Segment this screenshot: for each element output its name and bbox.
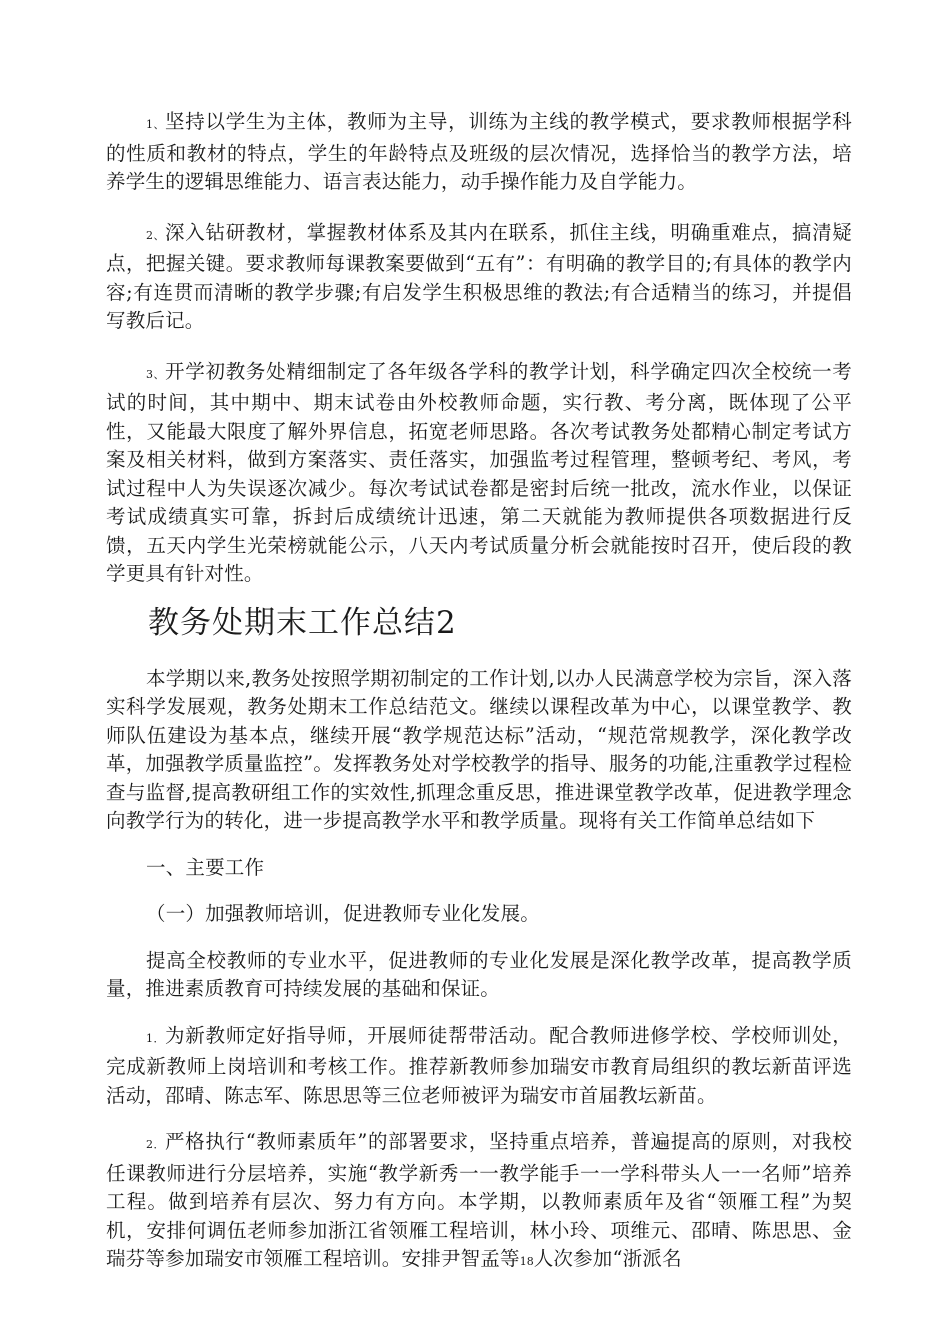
- paragraph-text: 深入钻研教材，掌握教材体系及其内在联系，抓住主线，明确重难点，搞清疑点，把握关键。要求教师每课教案要做到“五有”：有明确的教学目的;有具体的教学内容;有连贯而清晰的教学步骤;有启发学生积极思维的教法;有合适精当的练习，并提倡写教后记。: [106, 220, 852, 332]
- section-heading: 教务处期末工作总结2: [148, 604, 457, 641]
- item-text: 严格执行“教师素质年”的部署要求，坚持重点培养，普遍提高的原则，对我校任课教师进行分层培养，实施“教学新秀一一教学能手一一学科带头人一一名师”培养工程。做到培养有层次、努力有方向。本学期，以教师素质年及省“领雁工程”为契机，安排何调伍老师参加浙江省领雁工程培训，林小玲、项维元、邵晴、陈思思、金瑞芬等参加瑞安市领雁工程培训。安排尹智孟等: [106, 1130, 852, 1270]
- item-1-paragraph: [106, 1022, 852, 1111]
- paragraph-number: 2、: [146, 228, 166, 242]
- subsection-intro-paragraph: 提高全校教师的专业水平，促进教师的专业化发展是深化教学改革，提高教学质量，推进素质教育可持续发展的基础和保证。: [106, 948, 852, 1000]
- paragraph-number: 1、: [146, 118, 166, 131]
- paragraph-text: 坚持以学生为主体，教师为主导，训练为主线的教学模式，要求教师根据学科的性质和教材的特点，学生的年龄特点及班级的层次情况，选择恰当的教学方法，培养学生的逻辑思维能力、语言表达能力，动手操作能力及自学能力。: [106, 110, 852, 193]
- paragraph-3: [106, 358, 852, 589]
- item-text-continued: 人次参加“浙派名: [533, 1247, 682, 1270]
- paragraph-number: 3、: [146, 367, 166, 381]
- paragraph-text: 开学初教务处精细制定了各年级各学科的教学计划，科学确定四次全校统一考试的时间，其中期中、期末试卷由外校教师命题，实行教、考分离，既体现了公平性，又能最大限度了解外界信息，拓宽老师思路。各次考试教务处都精心制定考试方案及相关材料，做到方案落实、责任落实，加强监考过程管理，整顿考纪、考风，考试过程中人为失误逐次减少。每次考试试卷都是密封后统一批改，流水作业，以保证考试成绩真实可靠，拆封后成绩统计迅速，第二天就能为教师提供各项数据进行反馈，五天内学生光荣榜就能公示，八天内考试质量分析会就能按时召开，使后段的教学更具有针对性。: [106, 359, 852, 585]
- item-number: 2．: [146, 1138, 165, 1151]
- section-title-main-work: 一、主要工作: [146, 855, 265, 879]
- document-page: [106, 100, 852, 1277]
- paragraph-2: [106, 219, 852, 336]
- intro-paragraph: 本学期以来,教务处按照学期初制定的工作计划,以办人民满意学校为宗旨，深入落实科学发展观，教务处期末工作总结范文。继续以课程改革为中心，以课堂教学、教师队伍建设为基本点，继续开展“教学规范达标”活动，“规范常规教学，深化教学改革，加强教学质量监控”。发挥教务处对学校教学的指导、服务的功能,注重教学过程检查与监督,提高教研组工作的实效性,抓理念重反思，推进课堂教学改革，促进教学理念向教学行为的转化，进一步提高教学水平和教学质量。现将有关工作简单总结如下: [106, 666, 852, 832]
- subsection-title-teacher-training: （一）加强教师培训，促进教师专业化发展。: [146, 902, 541, 925]
- participant-count: 18: [519, 1255, 534, 1268]
- item-text: 为新教师定好指导师，开展师徒帮带活动。配合教师进修学校、学校师训处，完成新教师上岗培训和考核工作。推荐新教师参加瑞安市教育局组织的教坛新苗评选活动，邵晴、陈志军、陈思思等三位老师被评为瑞安市首届教坛新苗。: [106, 1023, 852, 1107]
- item-2-paragraph: [106, 1128, 852, 1277]
- item-number: 1．: [146, 1031, 166, 1045]
- paragraph-1: [106, 108, 852, 197]
